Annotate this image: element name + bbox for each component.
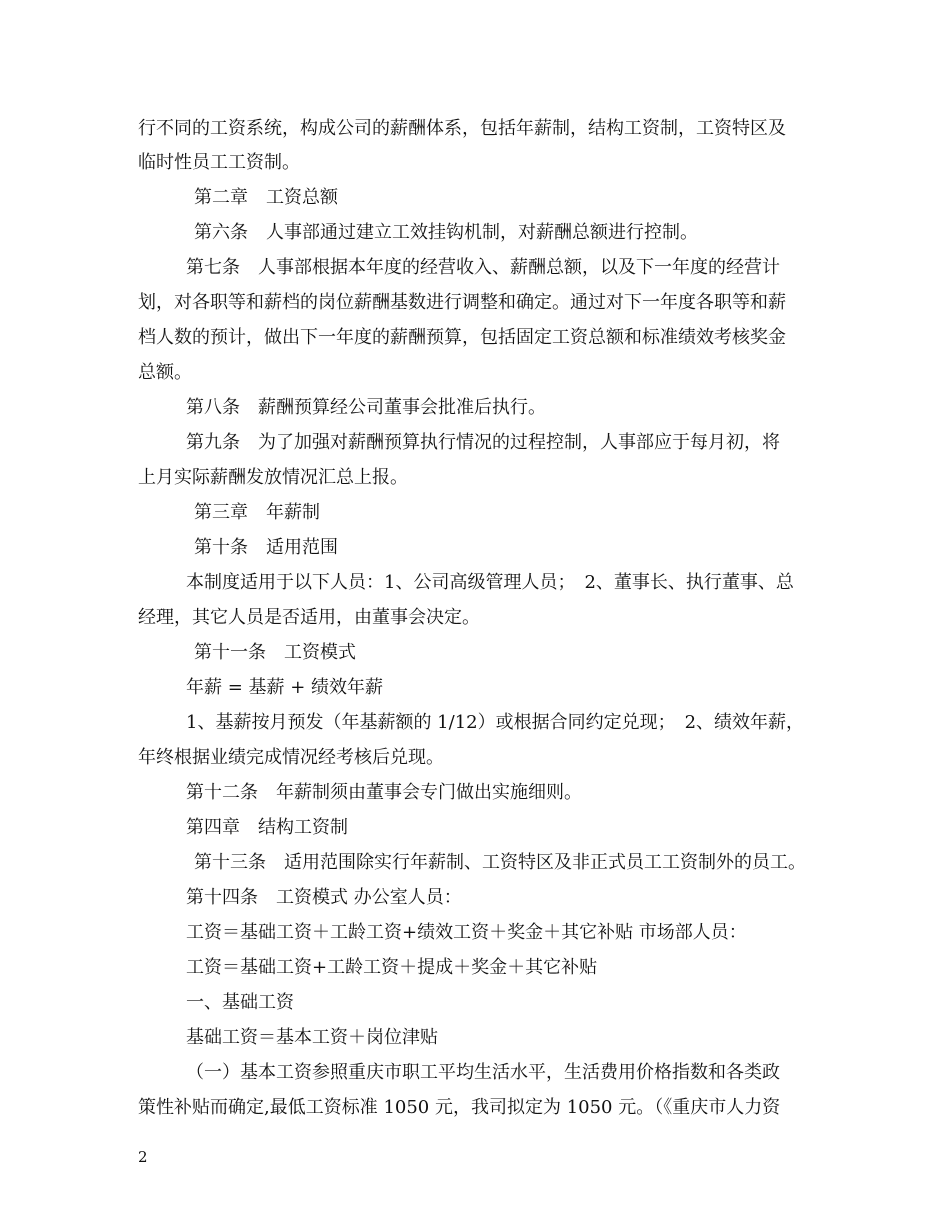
chapter-heading: 第二章 工资总额 (194, 187, 338, 208)
text-line: 划，对各职等和薪档的岗位薪酬基数进行调整和确定。通过对下一年度各职等和薪 (138, 292, 786, 313)
formula-line: 年薪 = 基薪 + 绩效年薪 (186, 677, 384, 698)
article-line: 第十一条 工资模式 (194, 642, 356, 663)
chapter-heading: 第三章 年薪制 (194, 502, 320, 523)
text-line: 1、基薪按月预发（年基薪额的 1/12）或根据合同约定兑现； 2、绩效年薪， (186, 712, 805, 733)
text-line: 临时性员工工资制。 (138, 152, 300, 173)
text-line: 本制度适用于以下人员：1、公司高级管理人员； 2、董事长、执行董事、总 (186, 572, 794, 593)
chapter-heading: 第四章 结构工资制 (186, 817, 348, 838)
formula-line: 工资＝基础工资＋工龄工资+绩效工资＋奖金＋其它补贴 市场部人员： (186, 922, 747, 943)
section-heading: 一、基础工资 (186, 992, 294, 1013)
page-number: 2 (138, 1148, 148, 1166)
formula-line: 基础工资＝基本工资＋岗位津贴 (186, 1027, 438, 1048)
article-line: 第九条 为了加强对薪酬预算执行情况的过程控制，人事部应于每月初，将 (186, 432, 780, 453)
article-line: 第十二条 年薪制须由董事会专门做出实施细则。 (186, 782, 582, 803)
text-line: 年终根据业绩完成情况经考核后兑现。 (138, 747, 444, 768)
text-line: 行不同的工资系统，构成公司的薪酬体系，包括年薪制，结构工资制，工资特区及 (138, 118, 786, 139)
text-line: 总额。 (138, 362, 192, 383)
article-line: 第十条 适用范围 (194, 537, 338, 558)
formula-line: 工资＝基础工资+工龄工资＋提成＋奖金＋其它补贴 (186, 957, 598, 978)
text-line: 档人数的预计，做出下一年度的薪酬预算，包括固定工资总额和标准绩效考核奖金 (138, 327, 786, 348)
text-line: 经理，其它人员是否适用，由董事会决定。 (138, 607, 480, 628)
article-line: 第十三条 适用范围除实行年薪制、工资特区及非正式员工工资制外的员工。 (194, 852, 806, 873)
text-line: 策性补贴而确定,最低工资标准 1050 元，我司拟定为 1050 元。（《重庆市人力资 (138, 1097, 781, 1118)
text-line: 上月实际薪酬发放情况汇总上报。 (138, 467, 408, 488)
article-line: 第六条 人事部通过建立工效挂钩机制，对薪酬总额进行控制。 (194, 222, 698, 243)
article-line: 第八条 薪酬预算经公司董事会批准后执行。 (186, 397, 546, 418)
article-line: 第十四条 工资模式 办公室人员： (186, 887, 462, 908)
article-line: 第七条 人事部根据本年度的经营收入、薪酬总额，以及下一年度的经营计 (186, 257, 780, 278)
text-line: （一）基本工资参照重庆市职工平均生活水平，生活费用价格指数和各类政 (186, 1062, 780, 1083)
